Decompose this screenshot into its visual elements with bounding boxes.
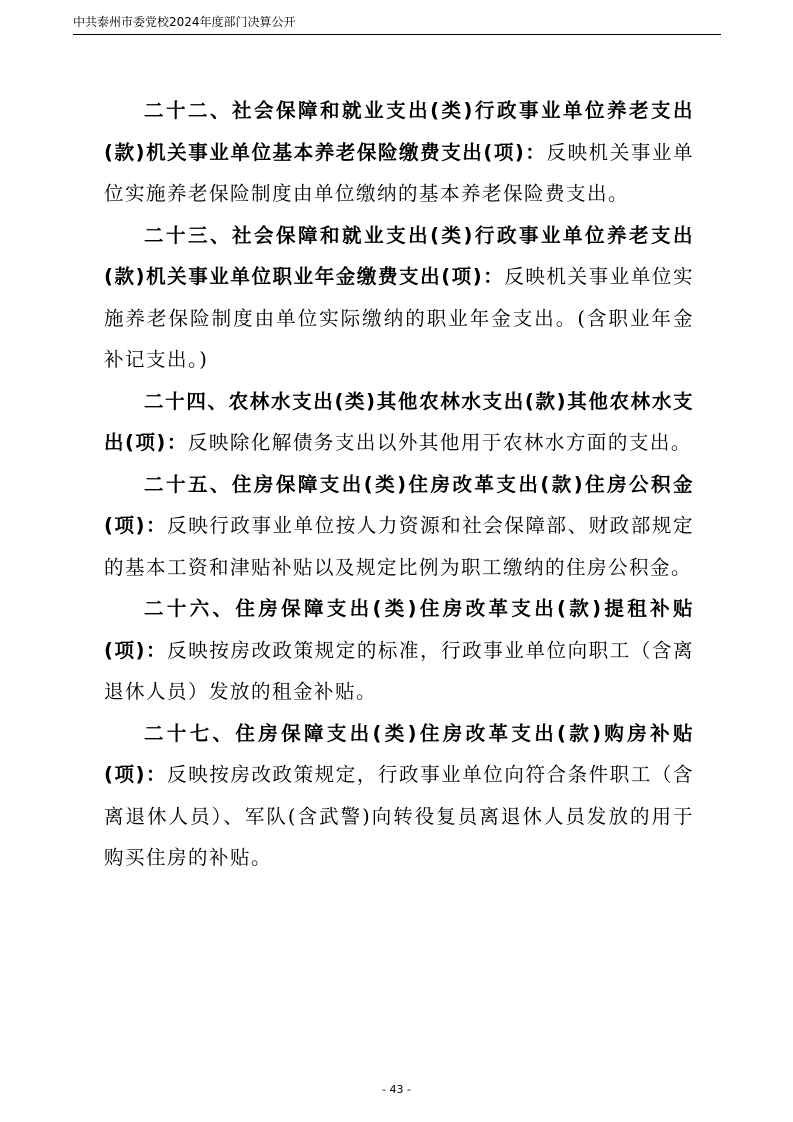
paragraph-text: 反映行政事业单位按人力资源和社会保障部、财政部规定的基本工资和津贴补贴以及规定比例为职工缴纳的住房公积金。: [104, 514, 694, 579]
paragraph-25: [104, 464, 694, 589]
paragraph-heading: 二十二、社会保障和就业支出(类)行政事业单位养老支出(款)机关事业单位基本养老保险缴费支出(项)：: [104, 99, 694, 164]
paragraph-text: 反映按房改政策规定的标准，行政事业单位向职工（含离退休人员）发放的租金补贴。: [104, 638, 694, 703]
paragraph-text: 反映除化解债务支出以外其他用于农林水方面的支出。: [187, 431, 692, 454]
paragraph-text: 反映机关事业单位实施养老保险制度由单位实际缴纳的职业年金支出。(含职业年金补记支出。): [104, 265, 694, 371]
paragraph-24: [104, 381, 694, 464]
paragraph-text: 反映按房改政策规定，行政事业单位向符合条件职工（含离退休人员）、军队(含武警)向转役复员离退休人员发放的用于购买住房的补贴。: [104, 763, 694, 869]
document-body: [104, 90, 694, 879]
paragraph-26: [104, 588, 694, 713]
paragraph-22: [104, 90, 694, 215]
paragraph-heading: 二十三、社会保障和就业支出(类)行政事业单位养老支出(款)机关事业单位职业年金缴费支出(项)：: [104, 223, 694, 288]
paragraph-text: 反映机关事业单位实施养老保险制度由单位缴纳的基本养老保险费支出。: [104, 140, 694, 205]
paragraph-27: [104, 713, 694, 879]
document-header: [73, 14, 721, 30]
header-divider: [73, 34, 721, 35]
page-number: - 43 -: [382, 1083, 411, 1096]
paragraph-heading: 二十六、住房保障支出(类)住房改革支出(款)提租补贴(项)：: [104, 597, 694, 662]
paragraph-23: [104, 215, 694, 381]
paragraph-heading: 二十四、农林水支出(类)其他农林水支出(款)其他农林水支出(项)：: [104, 389, 694, 454]
paragraph-heading: 二十七、住房保障支出(类)住房改革支出(款)购房补贴(项)：: [104, 721, 694, 786]
paragraph-heading: 二十五、住房保障支出(类)住房改革支出(款)住房公积金(项)：: [104, 472, 694, 537]
header-title: 中共泰州市委党校2024年度部门决算公开: [73, 15, 296, 29]
